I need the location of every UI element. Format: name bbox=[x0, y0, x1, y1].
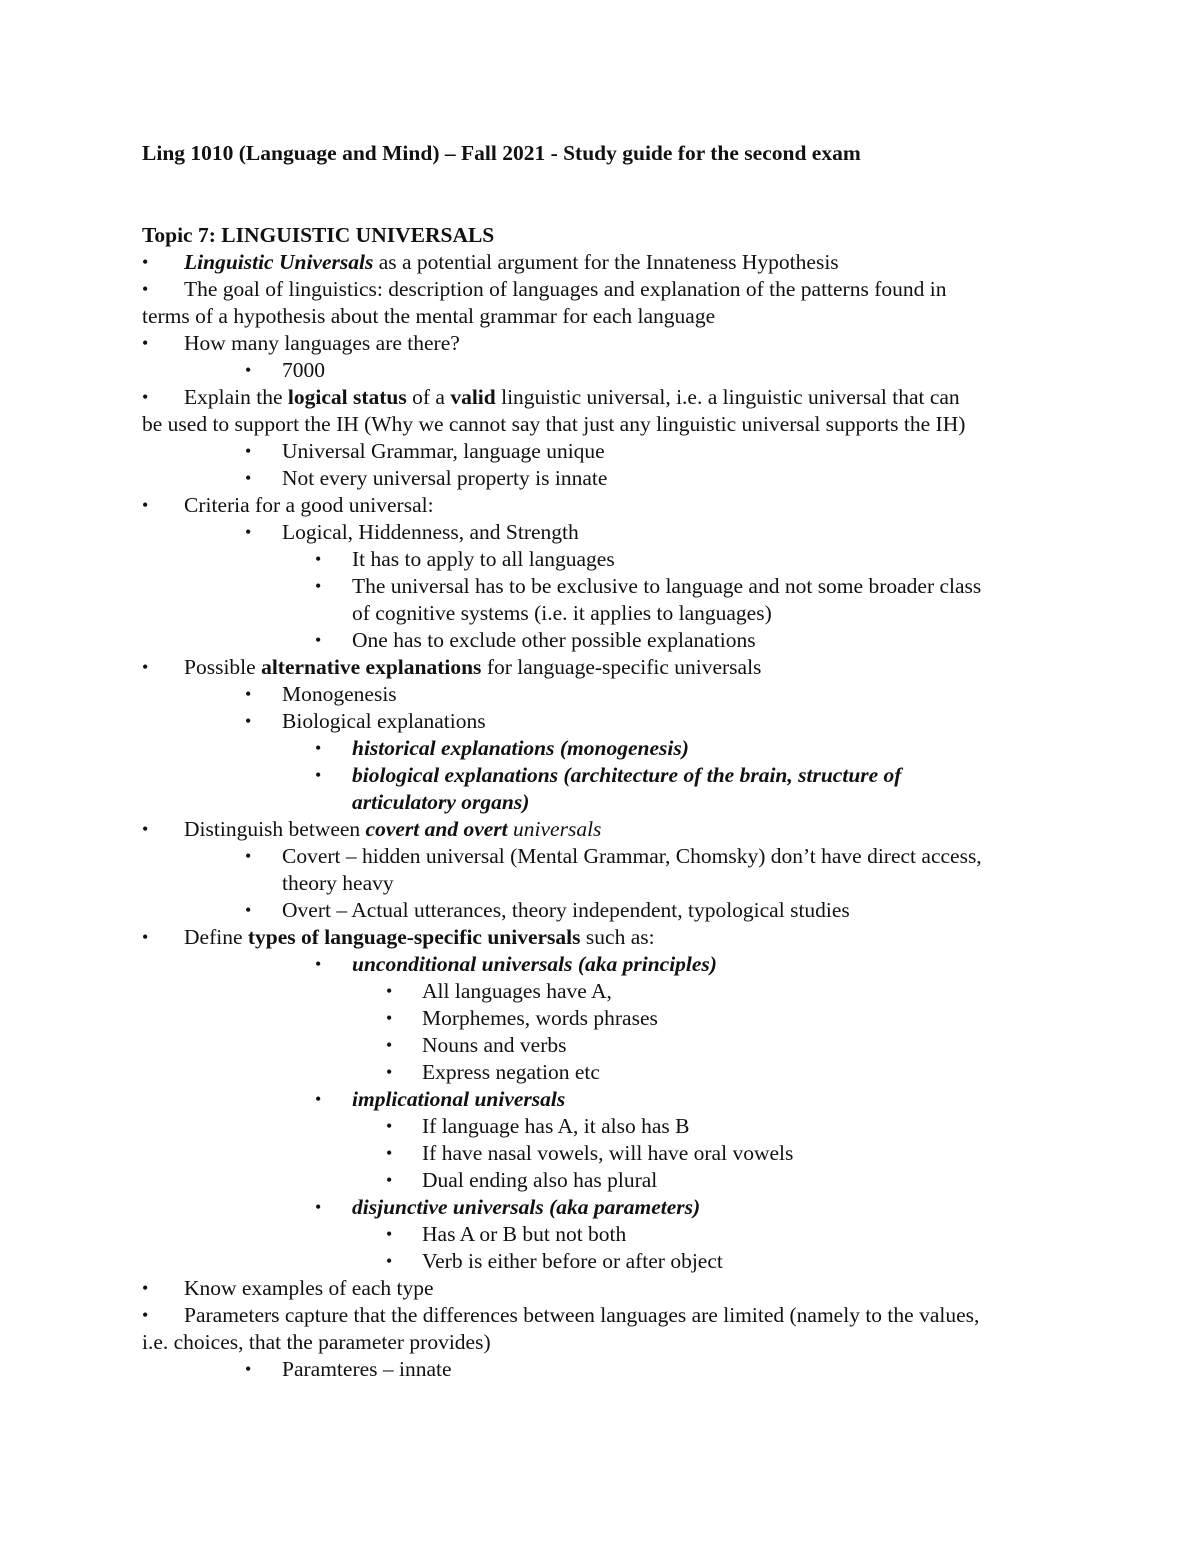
sub-sub-list-item: • implicational universals bbox=[315, 1087, 566, 1111]
sub-list-item: • Not every universal property is innate bbox=[245, 466, 608, 490]
sub-sub-list-item: • biological explanations (architecture of the brain, structure of bbox=[315, 763, 902, 787]
bullet-icon: • bbox=[245, 1359, 252, 1379]
list-item: • The goal of linguistics: description of languages and explanation of the patterns found in bbox=[142, 277, 947, 301]
bullet-icon: • bbox=[315, 576, 322, 596]
list-item: • Distinguish between covert and overt universals bbox=[142, 817, 602, 841]
sub-list-item: • Paramteres – innate bbox=[245, 1357, 452, 1381]
example-list-item: • If language has A, it also has B bbox=[386, 1114, 690, 1138]
bullet-icon: • bbox=[386, 1035, 393, 1055]
sub-list-item: • Monogenesis bbox=[245, 682, 397, 706]
list-item-continuation: theory heavy bbox=[282, 871, 394, 895]
example-list-item: • Nouns and verbs bbox=[386, 1033, 567, 1057]
bullet-icon: • bbox=[386, 981, 393, 1001]
bullet-icon: • bbox=[142, 252, 149, 272]
bullet-icon: • bbox=[386, 1170, 393, 1190]
example-list-item: • Dual ending also has plural bbox=[386, 1168, 658, 1192]
list-item: • Linguistic Universals as a potential argument for the Innateness Hypothesis bbox=[142, 250, 839, 274]
bullet-icon: • bbox=[315, 1089, 322, 1109]
list-item: • Know examples of each type bbox=[142, 1276, 434, 1300]
example-list-item: • If have nasal vowels, will have oral vowels bbox=[386, 1141, 794, 1165]
bullet-icon: • bbox=[142, 279, 149, 299]
bullet-icon: • bbox=[142, 387, 149, 407]
bullet-icon: • bbox=[315, 738, 322, 758]
list-item-continuation: i.e. choices, that the parameter provides) bbox=[142, 1330, 491, 1354]
bullet-icon: • bbox=[142, 657, 149, 677]
topic-heading: Topic 7: LINGUISTIC UNIVERSALS bbox=[142, 223, 495, 247]
bullet-icon: • bbox=[142, 1305, 149, 1325]
sub-list-item: • Biological explanations bbox=[245, 709, 486, 733]
list-item-continuation: terms of a hypothesis about the mental grammar for each language bbox=[142, 304, 716, 328]
bullet-icon: • bbox=[142, 495, 149, 515]
bullet-icon: • bbox=[386, 1008, 393, 1028]
list-item-continuation: articulatory organs) bbox=[352, 790, 530, 814]
sub-list-item: • Logical, Hiddenness, and Strength bbox=[245, 520, 579, 544]
sub-sub-list-item: • historical explanations (monogenesis) bbox=[315, 736, 689, 760]
study-guide-body bbox=[0, 222, 1200, 1383]
example-list-item: • Express negation etc bbox=[386, 1060, 600, 1084]
bullet-icon: • bbox=[245, 711, 252, 731]
example-list-item: • Morphemes, words phrases bbox=[386, 1006, 658, 1030]
example-list-item: • Verb is either before or after object bbox=[386, 1249, 723, 1273]
list-item: • Define types of language-specific universals such as: bbox=[142, 925, 655, 949]
bullet-icon: • bbox=[245, 684, 252, 704]
bullet-icon: • bbox=[386, 1251, 393, 1271]
sub-list-item: • Overt – Actual utterances, theory independent, typological studies bbox=[245, 898, 850, 922]
sub-list-item: • Covert – hidden universal (Mental Grammar, Chomsky) don’t have direct access, bbox=[245, 844, 982, 868]
list-item: • How many languages are there? bbox=[142, 331, 460, 355]
bullet-icon: • bbox=[245, 846, 252, 866]
list-item-continuation: be used to support the IH (Why we cannot say that just any linguistic universal supports the IH) bbox=[142, 412, 966, 436]
emphasis: Linguistic Universals bbox=[184, 250, 374, 274]
bullet-icon: • bbox=[245, 360, 252, 380]
document-title: Ling 1010 (Language and Mind) – Fall 2021 - Study guide for the second exam bbox=[142, 141, 861, 165]
bullet-icon: • bbox=[386, 1143, 393, 1163]
list-item: • Parameters capture that the differences between languages are limited (namely to the values, bbox=[142, 1303, 980, 1327]
list-item-continuation: of cognitive systems (i.e. it applies to languages) bbox=[352, 601, 772, 625]
bullet-icon: • bbox=[386, 1062, 393, 1082]
bullet-icon: • bbox=[245, 522, 252, 542]
list-item: • Possible alternative explanations for language-specific universals bbox=[142, 655, 762, 679]
bullet-icon: • bbox=[386, 1116, 393, 1136]
bullet-icon: • bbox=[315, 954, 322, 974]
bullet-icon: • bbox=[142, 927, 149, 947]
list-item: • Explain the logical status of a valid linguistic universal, i.e. a linguistic universal that can bbox=[142, 385, 960, 409]
bullet-icon: • bbox=[386, 1224, 393, 1244]
bullet-icon: • bbox=[245, 441, 252, 461]
list-item: • Criteria for a good universal: bbox=[142, 493, 434, 517]
sub-sub-list-item: • The universal has to be exclusive to language and not some broader class bbox=[315, 574, 982, 598]
bullet-icon: • bbox=[245, 900, 252, 920]
bullet-icon: • bbox=[245, 468, 252, 488]
sub-list-item: • 7000 bbox=[245, 358, 325, 382]
sub-sub-list-item: • disjunctive universals (aka parameters) bbox=[315, 1195, 701, 1219]
bullet-icon: • bbox=[315, 630, 322, 650]
example-list-item: • Has A or B but not both bbox=[386, 1222, 627, 1246]
bullet-icon: • bbox=[142, 1278, 149, 1298]
bullet-icon: • bbox=[315, 1197, 322, 1217]
sub-sub-list-item: • It has to apply to all languages bbox=[315, 547, 615, 571]
bullet-icon: • bbox=[142, 333, 149, 353]
sub-sub-list-item: • unconditional universals (aka principles) bbox=[315, 952, 717, 976]
sub-list-item: • Universal Grammar, language unique bbox=[245, 439, 605, 463]
sub-sub-list-item: • One has to exclude other possible explanations bbox=[315, 628, 756, 652]
bullet-icon: • bbox=[142, 819, 149, 839]
bullet-icon: • bbox=[315, 549, 322, 569]
example-list-item: • All languages have A, bbox=[386, 979, 612, 1003]
bullet-icon: • bbox=[315, 765, 322, 785]
